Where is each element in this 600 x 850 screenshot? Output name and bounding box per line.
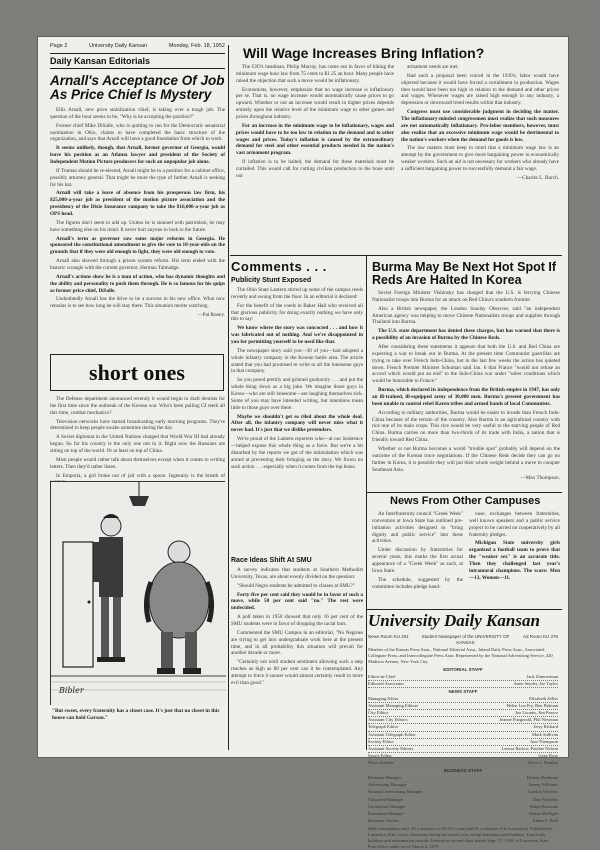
publicity-paragraph: So you posed prettily and grinned goobacsly . . . and put the whole thing down as a big joke. We imagine those guys in Korea—who are still lonesome—are laughing themselves sick. Some of you may have intended writing, but intentions mean little to those guys over there.: [231, 377, 363, 411]
staff-role: Advertising Manager: [368, 782, 407, 788]
inflation-paragraph: armament needs are met.: [407, 64, 459, 70]
burma-paragraph: After considering these statements it appears that both the U.S. and Red China are expecting a war to break out in Burma. At the present time Communist guerrillas are trying to take over French Indo-China, but in the last few weeks the action has quieted down. French Premier Minister Schuman said Jan. 6 that France "would not refuse an accord which would put an end" to the Indo-China war under "sober conditions which would be honorable to France.": [372, 344, 560, 385]
publicity-paragraph: The newspaper story said you—30 of you—had adopted a whole infantry company in the Korean battle area. The article stated that you had promised to write to all the lonesome guys in that company.: [231, 347, 363, 375]
short-ones-item: The Defense department announced recently it would begin to draft dentists for the first time since the outbreak of the Korean war. Who's been pulling GI teeth all this time, combat mechanics?: [50, 396, 225, 416]
header-rule: [50, 53, 225, 54]
staff-name: Mark Sullivan: [532, 731, 558, 737]
ad-room: Ad Room KU 376: [522, 634, 558, 639]
publicity-paragraph: We're proud of the Lantern reporters who—at our insistence—helped expose this whole thing as a farce. But we're a bit disturbed by the reports we got of the intimidation which was aimed at preventing their bringing us the story. We frown on such action . . . especially when it comes from the top brass.: [231, 436, 363, 470]
staff-name: Victor J. Danilov: [527, 759, 558, 765]
inflation-paragraph: If inflation is to be halted, the demand for these materials must be curtailed. This would call for cutting civilian production to the bone until our: [236, 159, 394, 179]
staff-row: [368, 732, 558, 739]
short-ones-title: short ones: [50, 354, 224, 391]
staff-name: Joe Loomis, Jim Pearce: [515, 710, 558, 716]
race-paragraph: Forty-five per cent said they would be in favor of such a move, while 50 per cent said "no." The rest were undecided.: [231, 591, 363, 612]
campuses-paragraph: Under discussion by fraternities for several years, this marks the first actual appearance of a "Greek Week" as such, at Iowa State.: [372, 547, 463, 574]
publicity-body: [231, 287, 363, 552]
subscription-info: Mail subscription rates: $3 a semester or $4.50 a year (add $1 a semester if in Lawrence). Published in Lawrence, Kan., every afternoon during the school year except Saturdays and Sundays, University holidays and examination periods. Entered as second-class matter Sept. 17, 1910, at Lawrence, Kan., Post Office under act of March 3, 1879.: [368, 825, 553, 850]
cartoon-signature: Bibler: [59, 686, 84, 695]
burma-headline: Burma May Be Next Hot Spot If Reds Are Halted In Korea: [372, 260, 557, 288]
staff-name: Lenora Barlow, Pauline Nelson: [501, 745, 558, 751]
staff-name: Jeanne Fitzgerald, Phil Newman: [499, 717, 558, 723]
race-paragraph: "Certainly not until student sentiment allowing such a step reaches as high as 80 per cent can it be contemplated. Any attempt to force it sooner would almost certainly result in more evil than good.": [231, 659, 363, 686]
business-staff-label: BUSINESS STAFF: [443, 768, 483, 774]
cartoon-drawing: [51, 482, 226, 706]
burma-paragraph: According to military authorities, Burma would be easier to invade than French Indo-China because of the terrain of the country. Also Burma is an agricultural country with rice one of its main crops. This rice would be very useful to the starving people of Red China. Burma carries on more than two-thirds of its trade with India, a nation that is friendly toward Red China.: [372, 409, 560, 444]
staff-row: [368, 760, 558, 767]
inflation-col2: [401, 64, 559, 248]
arnall-paragraph: Arnall will take a leave of absence from his prosperous law firm, his $25,000-a-year job as president of the motion picture association and the presidency of the Dixie Insurance company to take the $16,000-a-year job as OPS head.: [50, 190, 225, 218]
staff-role: Assistant Society Editors: [368, 745, 414, 751]
staff-name: Elizabeth Zeller: [529, 695, 558, 701]
staff-name: Helen Lou Fry, Ben Hulman: [506, 703, 558, 709]
publicity-paragraph: We know where the story was concocted . . . and how it was fabricated out of nothing. And we're disappointed in you for permitting yourself to be used like that.: [231, 325, 363, 346]
publicity-paragraph: For the benefit of the coeds in Baker Hall who received all that glorious publicity for doing exactly nothing we have only this to say:: [231, 302, 363, 323]
staff-role: Assistant City Editors: [368, 717, 408, 723]
inflation-rule: [230, 255, 562, 256]
staff-role: Editor-in-Chief: [368, 673, 396, 679]
column-rule-right: [366, 256, 367, 750]
short-ones-item: Television networks have started broadcasting early morning programs. They're determined to keep people awake sometime during the day.: [50, 418, 225, 432]
inflation-col1: [236, 64, 394, 248]
arnall-paragraph: Former chief Mike DiSalle, who is quitting to run for the Democratic senatorial nomination in Ohio, claims to have completed the basic structure of the organization, and says that Arnall will have a good foundation from which to work.: [50, 122, 225, 143]
publicity-headline: Publicity Stunt Exposed: [231, 277, 312, 284]
staff-role: Society Editor: [368, 738, 394, 744]
staff-role: Editorial Associates: [368, 680, 404, 686]
paper-name: University Daily Kansan: [89, 43, 148, 49]
page-number: Page 2: [50, 43, 68, 49]
arnall-paragraph: Ellis Arnall, new price stabilization chief, is taking over a tough job. The question of the hour seems to be, "Why is he accepting the position?": [50, 107, 225, 120]
arnall-paragraph: If Truman should be re-elected, Arnall might be in a position for a cabinet office, possibly attorney general. That might be more the type of further Arnall is seeking for his hat.: [50, 167, 225, 188]
arnall-paragraph: Arnall's term as governor saw some major reforms in Georgia. He sponsored the constitutional amendment to give the vote to 18-year-olds on the grounds that if they were old enough to fight, they were old enough to vote.: [50, 235, 225, 256]
editorial-staff-label: EDITORIAL STAFF: [443, 666, 483, 672]
burma-paragraph: Also a British newspaper, the London Sunday Observer, said "an independent American agency was helping to move Chinese Nationalists troops and supplies through Thailand into Burma.: [372, 305, 560, 326]
staff-row: [368, 674, 558, 681]
section-label: Daily Kansan Editorials: [50, 56, 151, 66]
short-ones-item: Most people would rather talk about themselves except when it comes to writing letters. Then they'd rather listen.: [50, 456, 225, 470]
staff-name: Jerry Rickard: [533, 724, 558, 730]
staff-row: [368, 739, 558, 746]
staff-role: City Editor: [368, 710, 389, 716]
staff-row: [368, 782, 558, 789]
short-ones-body: [50, 396, 225, 478]
staff-role: Promotion Manager: [368, 810, 405, 816]
arnall-paragraph: It seems unlikely, though, that Arnall, former governor of Georgia, would leave his position as an Atlanta lawyer and president of the Society of Independent Motion Picture producers for such an unpopular job alone.: [50, 145, 225, 166]
arnall-paragraph: Arnall's actions show he is a man of action, who has dynamic thoughts and the ability and personality to push them through. He is so famous for his quips as former price chief, DiSalle.: [50, 273, 225, 294]
staff-name: Elaine McNight: [529, 810, 558, 816]
inflation-paragraph: Had such a proposal been voiced in the 1930's, labor would have objected because it would have forced a curtailment in production. Wages then would have been too high in relation to the demand and other prices and wages. Whenever wages are raised high enough in any industry, a depression or downward trend results within that industry.: [401, 72, 559, 107]
staff-name: Dennis Heckman: [526, 775, 558, 781]
staff-name: Ann Thompson: [529, 738, 558, 744]
short-ones-item: A Soviet diplomat in the United Nations charged that World War III had already begun. So far his country is the only one not in it. Right now the Russians are sitting on top of the world. Or at least on top of China.: [50, 434, 225, 455]
staff-row: [368, 696, 558, 703]
arnall-headline: Arnall's Acceptance Of Job As Price Chief Is Mystery: [50, 73, 225, 103]
masthead-rule: [367, 609, 562, 610]
staff-name: Jack Zimmerman: [526, 673, 558, 679]
staff-name: Gordon Wheeler: [527, 789, 558, 795]
news-room: News Room KU 251: [368, 634, 409, 639]
comments-title: Comments . . .: [231, 259, 327, 274]
burma-body: [372, 290, 560, 488]
staff-row: [368, 681, 558, 688]
staff-role: Telegraph Editor: [368, 724, 399, 730]
staff-role: Circulation Manager: [368, 803, 406, 809]
staff-row: [368, 811, 558, 818]
campuses-col1: [372, 511, 463, 607]
race-body: [231, 567, 363, 747]
arnall-paragraph: The figures don't seem to add up. Unless he is stunned with patriotism, he may have something else on his mind. It never hurt anyone to look to the future.: [50, 219, 225, 233]
campuses-col2: [469, 511, 560, 607]
staff-role: News Adviser: [368, 759, 394, 765]
race-paragraph: "Should Negro students be admitted to classes at SMU?": [237, 582, 356, 589]
masthead-subtitle: Student Newspaper of the UNIVERSITY OF KANSAS: [421, 634, 510, 646]
inflation-signature: —Charles L. Burch.: [516, 174, 559, 181]
staff-row: [368, 724, 558, 731]
staff-row: [368, 717, 558, 724]
inflation-paragraph: The CIO's headman, Philip Murray, has come out in favor of hiking the minimum wage hour law from 75 cents to $1.25 an hour. Many people have raised the objection that such a move would be inflationary.: [236, 64, 394, 84]
publicity-paragraph: Maybe we shouldn't get so riled about the whole deal. After all, the infantry company will never miss what it never had. It's just that we dislike pretenders.: [231, 413, 363, 434]
race-paragraph: A survey indicates that students at Southern Methodist University, Texas, are about evenly divided on the question:: [231, 567, 363, 580]
burma-paragraph: Whether or not Burma becomes a world "trouble spot" probably will depend on the outcome of the Korean truce negotiations. If the Chinese Reds decide they can go no farther in Korea, it is possible they will put their whole weight behind a move to conquer Southeast Asia.: [372, 446, 560, 473]
staff-role: Assistant Managing Editors: [368, 703, 418, 709]
cartoon-caption: "But sweet, every fraternity has a closet case. It's just that no closet in this house can hold Garson.": [52, 708, 220, 721]
staff-row: [368, 804, 558, 811]
inflation-headline: Will Wage Increases Bring Inflation?: [243, 45, 485, 61]
staff-name: Emery Williams: [528, 782, 558, 788]
burma-paragraph: The U.S. state department has denied these charges, but has warned that there is a possibility of an invasion of Burma by the Chinese Reds.: [372, 328, 560, 342]
publicity-paragraph: The Ohio State Lantern stirred up some of the campus reeds recently and swung from the floor. In an editorial it declared:: [231, 287, 363, 300]
issue-date: Monday, Feb. 18, 1952: [168, 43, 225, 49]
burma-paragraph: Soviet Foreign Minister Vishinsky has charged that the U.S. is ferrying Chinese Nationalist troops into Burma for an attack on Red China's southern frontier.: [372, 290, 560, 303]
campuses-paragraph: The schedule, suggested by the committee includes pledge hand-: [372, 576, 463, 590]
arnall-paragraph: Arnall also showed through a prison system reform. His term ended with the historic wrangle with the current governor, Herman Talmadge.: [50, 258, 225, 272]
race-headline: Race Ideas Shift At SMU: [231, 557, 312, 564]
inflation-paragraph: Congress must use considerable judgment in deciding the matter. The inflationary-minded congressmen must realize that such measures are not automatically inflationary. Pro-labor members, however, must also realize that an excessive minimum wage would be detrimental to the nation's workers when the demand for goods is low.: [401, 109, 559, 143]
arnall-body: [50, 107, 225, 345]
section-rule: [50, 68, 225, 69]
inflation-paragraph: Economists, however, emphasize that no wage increase is inflationary per se. That is, no wage increase would automatically cause prices to go upward. Whether or not an increase would result in higher prices depends entirely upon the relative level of the minimum wage to other games and prices throughout industry.: [236, 86, 394, 121]
race-paragraph: Commented the SMU Campus in an editorial, "No Negroes are trying to get into undergraduate work here at the present time, and in all probability this situation will prevail for another decade or more.: [231, 629, 363, 657]
burma-signature: —Max Thompson.: [520, 475, 560, 482]
staff-name: Don Whiteley: [532, 796, 558, 802]
staff-role: Sports Editor: [368, 752, 392, 758]
staff-role: Assistant Telegraph Editor: [368, 731, 416, 737]
staff-row: [368, 789, 558, 796]
member-statement: Member of the Kansas Press Assn., National Editorial Assn., Inland Daily Press Assn., Associated Collegiate Press, and Intercollegiate Press Assn. Represented by the National Advertising Service, 420 Madison Avenue, New York City.: [368, 647, 553, 665]
news-staff-label: NEWS STAFF: [448, 688, 478, 694]
staff-name: Anne Snyder, Joe Taylor: [513, 680, 558, 686]
staff-role: Business Manager: [368, 775, 402, 781]
short-ones-item: In Emporia, a girl broke out of jail with a spoon. Ingenuity is the breath of: [56, 472, 225, 479]
inflation-paragraph: The law makers must keep in mind that a minimum wage law is an attempt by the government to give more bargaining power to economically weaker workers. Such an aid is not necessary for workers who already have a sufficient bargaining power to successfully demand a fair wage.: [401, 145, 559, 173]
staff-row: [368, 797, 558, 804]
staff-name: Gene Rose: [538, 752, 558, 758]
staff-row: [368, 818, 558, 825]
staff-box: [368, 634, 558, 850]
arnall-paragraph: Undoubtedly Arnall has the drive to be a success in his new office. What now remains is to see how long he will stay there. This situation merits watching.: [50, 296, 225, 310]
staff-row: [368, 753, 558, 760]
editorial-cartoon: [50, 481, 225, 705]
staff-role: Managing Editor: [368, 695, 399, 701]
staff-row: [368, 710, 558, 717]
campuses-paragraph: Michigan State university girls organized a football team to prove that the "weaker sex" is an accurate title. Then they challenged last year's intramural champions. The score: Men—13, Women—11.: [469, 540, 560, 581]
staff-role: Classified Manager: [368, 796, 404, 802]
staff-row: [368, 703, 558, 710]
staff-name: Elmer F. Beth: [532, 817, 558, 823]
staff-row: [368, 775, 558, 782]
campuses-headline: News From Other Campuses: [390, 495, 541, 507]
campuses-paragraph: ouse, exchanges between fraternities, well known speakers and a public service project to be carried on cooperatively by all fraternity pledges.: [469, 511, 560, 538]
staff-row: [368, 746, 558, 753]
staff-role: National Advertising Manager: [368, 789, 423, 795]
page-header: [50, 43, 225, 53]
burma-paragraph: Burma, which declared its independence from the British empire in 1947, has only an ill-trained, ill-equipped army of 30,000 men. Burma's present government has been unable to control rebel Karen tribes and armed bands of local Communists.: [372, 387, 560, 407]
campuses-paragraph: An Interfraternity council "Greek Week" convention at Iowa State has outlined pre-initiation activities designed to "bring dignity and public service" into these activities.: [372, 511, 463, 545]
newspaper-page: [38, 37, 568, 850]
column-rule-left: [228, 45, 229, 750]
masthead-info-row: [368, 634, 558, 646]
masthead-title: University Daily Kansan: [368, 611, 540, 630]
staff-name: Ralph Bowman: [529, 803, 558, 809]
inflation-paragraph: For an increase in the minimum wage to be inflationary, wages and prices would have to be too low in relation to the demand and to other wages and prices. Today's inflation is caused by the extraordinary demand for steel and other essential products needed in the nation's vast armament program.: [236, 122, 394, 157]
campuses-rule: [367, 492, 562, 493]
staff-role: Business Adviser: [368, 817, 400, 823]
race-paragraph: A poll taken in 1950 showed that only 16 per cent of the SMU students were in favor of dropping the racial bars.: [231, 614, 363, 628]
arnall-signature: —Pat Roney.: [197, 312, 225, 319]
